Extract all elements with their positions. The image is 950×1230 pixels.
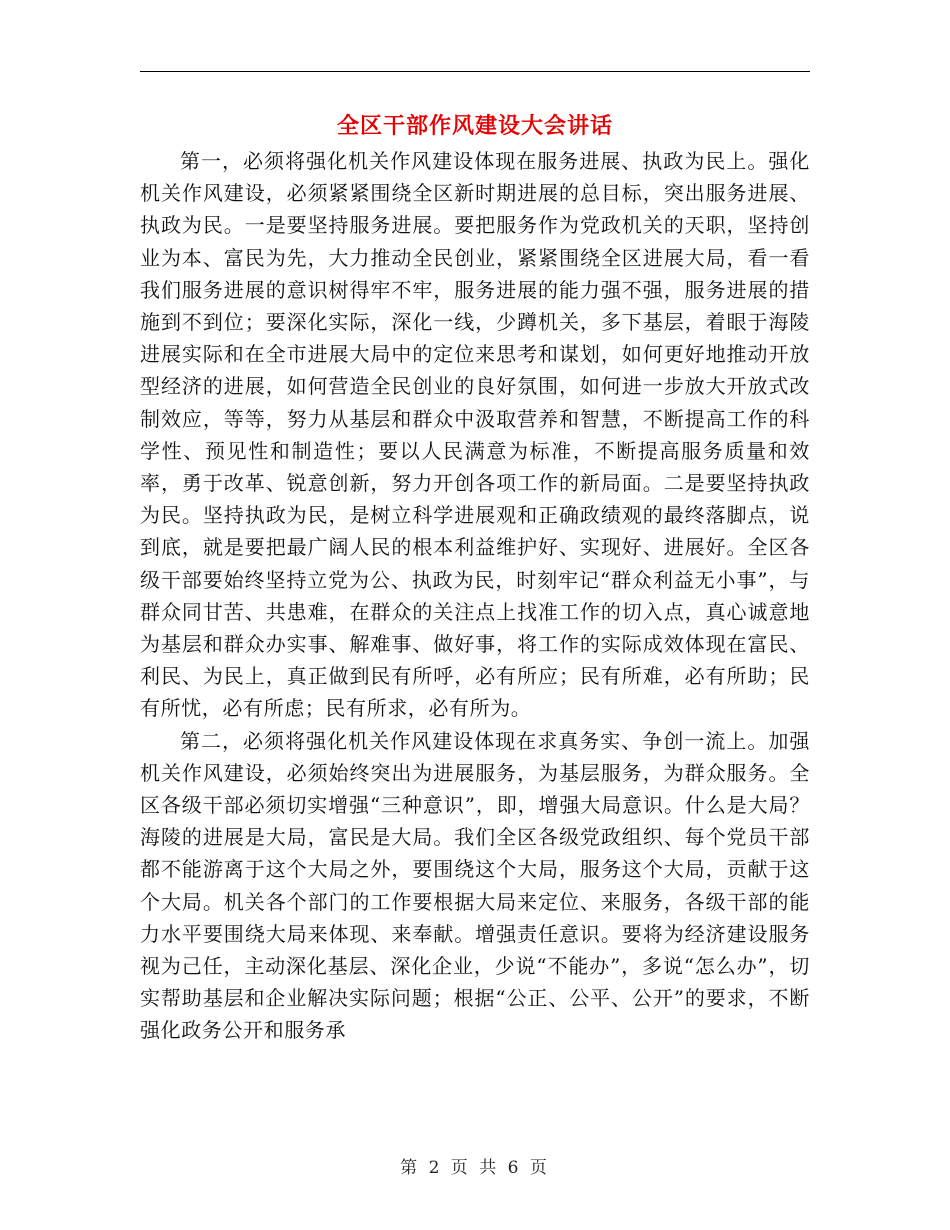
header-rule bbox=[140, 71, 810, 72]
paragraph-first: 第一，必须将强化机关作风建设体现在服务进展、执政为民上。强化机关作风建设，必须紧紧围绕全区新时期进展的总目标，突出服务进展、执政为民。一是要坚持服务进展。要把服务作为党政机关的天职，坚持创业为本、富民为先，大力推动全民创业，紧紧围绕全区进展大局，看一看我们服务进展的意识树得牢不牢，服务进展的能力强不强，服务进展的措施到不到位；要深化实际，深化一线，少蹲机关，多下基层，着眼于海陵进展实际和在全市进展大局中的定位来思考和谋划，如何更好地推动开放型经济的进展，如何营造全民创业的良好氛围，如何进一步放大开放式改制效应，等等，努力从基层和群众中汲取营养和智慧，不断提高工作的科学性、预见性和制造性；要以人民满意为标准，不断提高服务质量和效率，勇于改革、锐意创新，努力开创各项工作的新局面。二是要坚持执政为民。坚持执政为民，是树立科学进展观和正确政绩观的最终落脚点，说到底，就是要把最广阔人民的根本利益维护好、实现好、进展好。全区各级干部要始终坚持立党为公、执政为民，时刻牢记“群众利益无小事”，与群众同甘苦、共患难，在群众的关注点上找准工作的切入点，真心诚意地为基层和群众办实事、解难事、做好事，将工作的实际成效体现在富民、利民、为民上，真正做到民有所呼，必有所应；民有所难，必有所助；民有所忧，必有所虑；民有所求，必有所为。 bbox=[140, 149, 810, 721]
document-body bbox=[140, 145, 810, 1047]
document-title: 全区干部作风建设大会讲话 bbox=[336, 113, 613, 139]
page-number-footer: 第 2 页 共 6 页 bbox=[400, 1158, 550, 1178]
paragraph-second: 第二，必须将强化机关作风建设体现在求真务实、争创一流上。加强机关作风建设，必须始终突出为进展服务，为基层服务，为群众服务。全区各级干部必须切实增强“三种意识”，即，增强大局意识。什么是大局？海陵的进展是大局，富民是大局。我们全区各级党政组织、每个党员干部都不能游离于这个大局之外，要围绕这个大局，服务这个大局，贡献于这个大局。机关各个部门的工作要根据大局来定位、来服务，各级干部的能力水平要围绕大局来体现、来奉献。增强责任意识。要将为经济建设服务视为己任，主动深化基层、深化企业，少说“不能办”，多说“怎么办”，切实帮助基层和企业解决实际问题；根据“公正、公平、公开”的要求，不断强化政务公开和服务承 bbox=[140, 728, 810, 1043]
